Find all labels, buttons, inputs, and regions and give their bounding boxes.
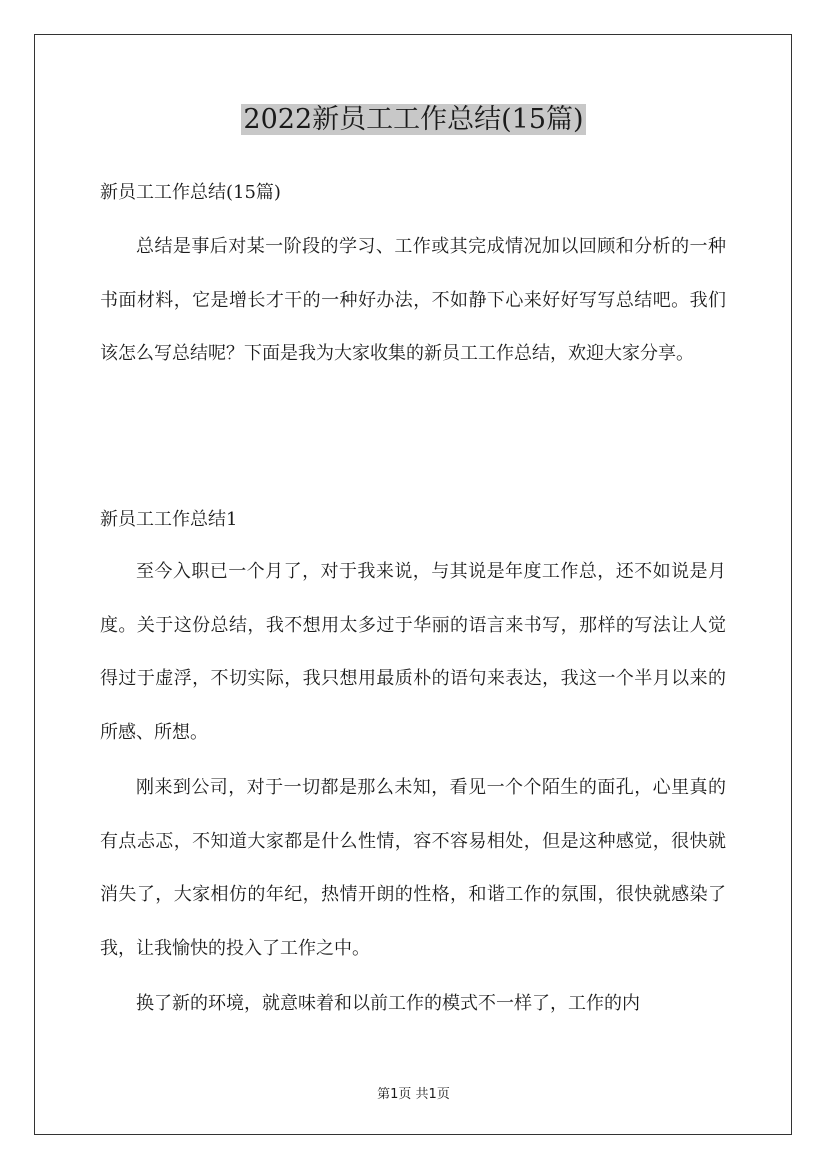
body-paragraph: 至今入职已一个月了，对于我来说，与其说是年度工作总，还不如说是月度。关于这份总结，我不想用太多过于华丽的语言来书写，那样的写法让人觉得过于虚浮，不切实际，我只想用最质朴的语句来表达，我这一个半月以来的所感、所想。 bbox=[100, 561, 726, 743]
document-title bbox=[0, 100, 827, 140]
section-heading: 新员工工作总结1 bbox=[100, 509, 238, 530]
body-paragraph: 换了新的环境，就意味着和以前工作的模式不一样了，工作的内 bbox=[136, 993, 640, 1014]
document-subtitle: 新员工工作总结(15篇) bbox=[100, 182, 281, 203]
page-footer: 第1页 共1页 bbox=[377, 1087, 450, 1102]
document-title-text: 2022新员工工作总结(15篇) bbox=[243, 104, 584, 135]
intro-paragraph: 总结是事后对某一阶段的学习、工作或其完成情况加以回顾和分析的一种书面材料，它是增长才干的一种好办法，不如静下心来好好写写总结吧。我们该怎么写总结呢？下面是我为大家收集的新员工工作总结，欢迎大家分享。 bbox=[100, 236, 726, 365]
body-paragraph: 刚来到公司，对于一切都是那么未知，看见一个个陌生的面孔，心里真的有点忐忑，不知道大家都是什么性情，容不容易相处，但是这种感觉，很快就消失了，大家相仿的年纪，热情开朗的性格，和谐工作的氛围，很快就感染了我，让我愉快的投入了工作之中。 bbox=[100, 777, 726, 959]
